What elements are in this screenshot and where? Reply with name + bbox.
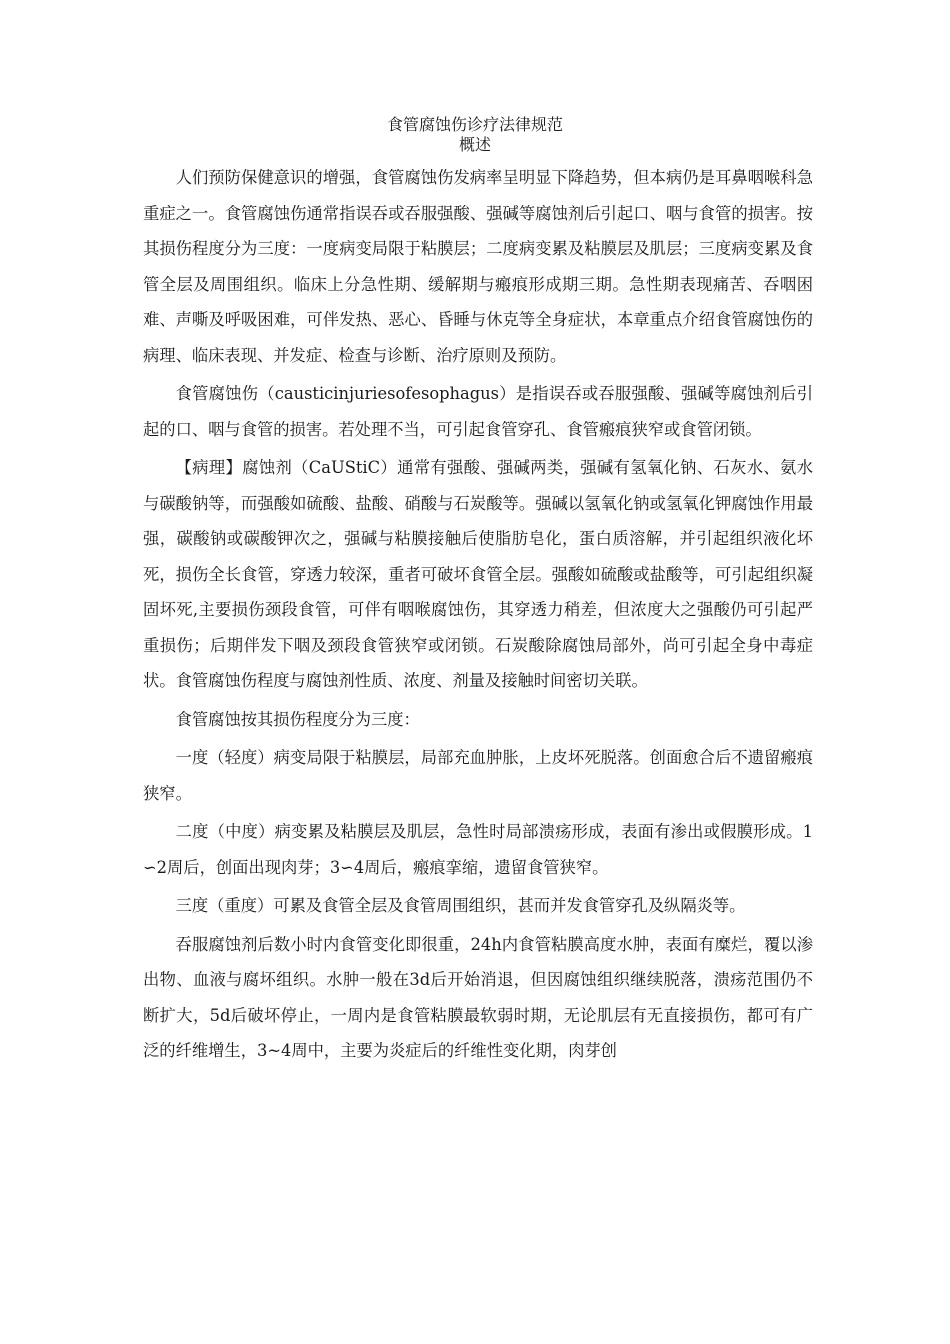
section-heading: 概述 xyxy=(458,135,491,154)
paragraph-degree-one: 一度（轻度）病变局限于粘膜层，局部充血肿胀，上皮坏死脱落。创面愈合后不遗留瘢痕狭窄。 xyxy=(143,748,813,803)
paragraph-degree-two: 二度（中度）病变累及粘膜层及肌层，急性时局部溃疡形成，表面有渗出或假膜形成。1∽2周后，创面出现肉芽；3∽4周后，瘢痕挛缩，遗留食管狭窄。 xyxy=(143,822,813,877)
paragraph-overview: 人们预防保健意识的增强，食管腐蚀伤发病率呈明显下降趋势，但本病仍是耳鼻咽喉科急重症之一。食管腐蚀伤通常指误吞或吞服强酸、强碱等腐蚀剂后引起口、咽与食管的损害。按其损伤程度分为三度：一度病变局限于粘膜层；二度病变累及粘膜层及肌层；三度病变累及食管全层及周围组织。临床上分急性期、缓解期与瘢痕形成期三期。急性期表现痛苦、吞咽困难、声嘶及呼吸困难，可伴发热、恶心、昏睡与休克等全身症状，本章重点介绍食管腐蚀伤的病理、临床表现、并发症、检查与诊断、治疗原则及预防。 xyxy=(143,168,813,365)
document-body xyxy=(143,160,813,1072)
document-title: 食管腐蚀伤诊疗法律规范 xyxy=(386,115,563,134)
paragraph-definition: 食管腐蚀伤（causticinjuriesofesophagus）是指误吞或吞服强酸、强碱等腐蚀剂后引起的口、咽与食管的损害。若处理不当，可引起食管穿孔、食管瘢痕狭窄或食管闭锁。 xyxy=(143,384,813,439)
paragraph-progression: 吞服腐蚀剂后数小时内食管变化即很重，24h内食管粘膜高度水肿，表面有糜烂，覆以渗出物、血液与腐坏组织。水肿一般在3d后开始消退，但因腐蚀组织继续脱落，溃疡范围仍不断扩大，5d后破坏停止，一周内是食管粘膜最软弱时期，无论肌层有无直接损伤，都可有广泛的纤维增生，3~4周中，主要为炎症后的纤维性变化期，肉芽创 xyxy=(143,934,813,1060)
paragraph-degree-intro: 食管腐蚀按其损伤程度分为三度： xyxy=(175,709,420,729)
paragraph-degree-three: 三度（重度）可累及食管全层及食管周围组织，甚而并发食管穿孔及纵隔炎等。 xyxy=(175,896,746,915)
paragraph-pathology: 【病理】腐蚀剂（CaUStiC）通常有强酸、强碱两类，强碱有氢氧化钠、石灰水、氨水与碳酸钠等，而强酸如硫酸、盐酸、硝酸与石炭酸等。强碱以氢氧化钠或氢氧化钾腐蚀作用最强，碳酸钠或碳酸钾次之，强碱与粘膜接触后使脂肪皂化，蛋白质溶解，并引起组织液化坏死，损伤全长食管，穿透力较深，重者可破坏食管全层。强酸如硫酸或盐酸等，可引起组织凝固坏死,主要损伤颈段食管，可伴有咽喉腐蚀伤，其穿透力稍差，但浓度大之强酸仍可引起严重损伤；后期伴发下咽及颈段食管狭窄或闭锁。石炭酸除腐蚀局部外，尚可引起全身中毒症状。食管腐蚀伤程度与腐蚀剂性质、浓度、剂量及接触时间密切关联。 xyxy=(143,458,813,690)
